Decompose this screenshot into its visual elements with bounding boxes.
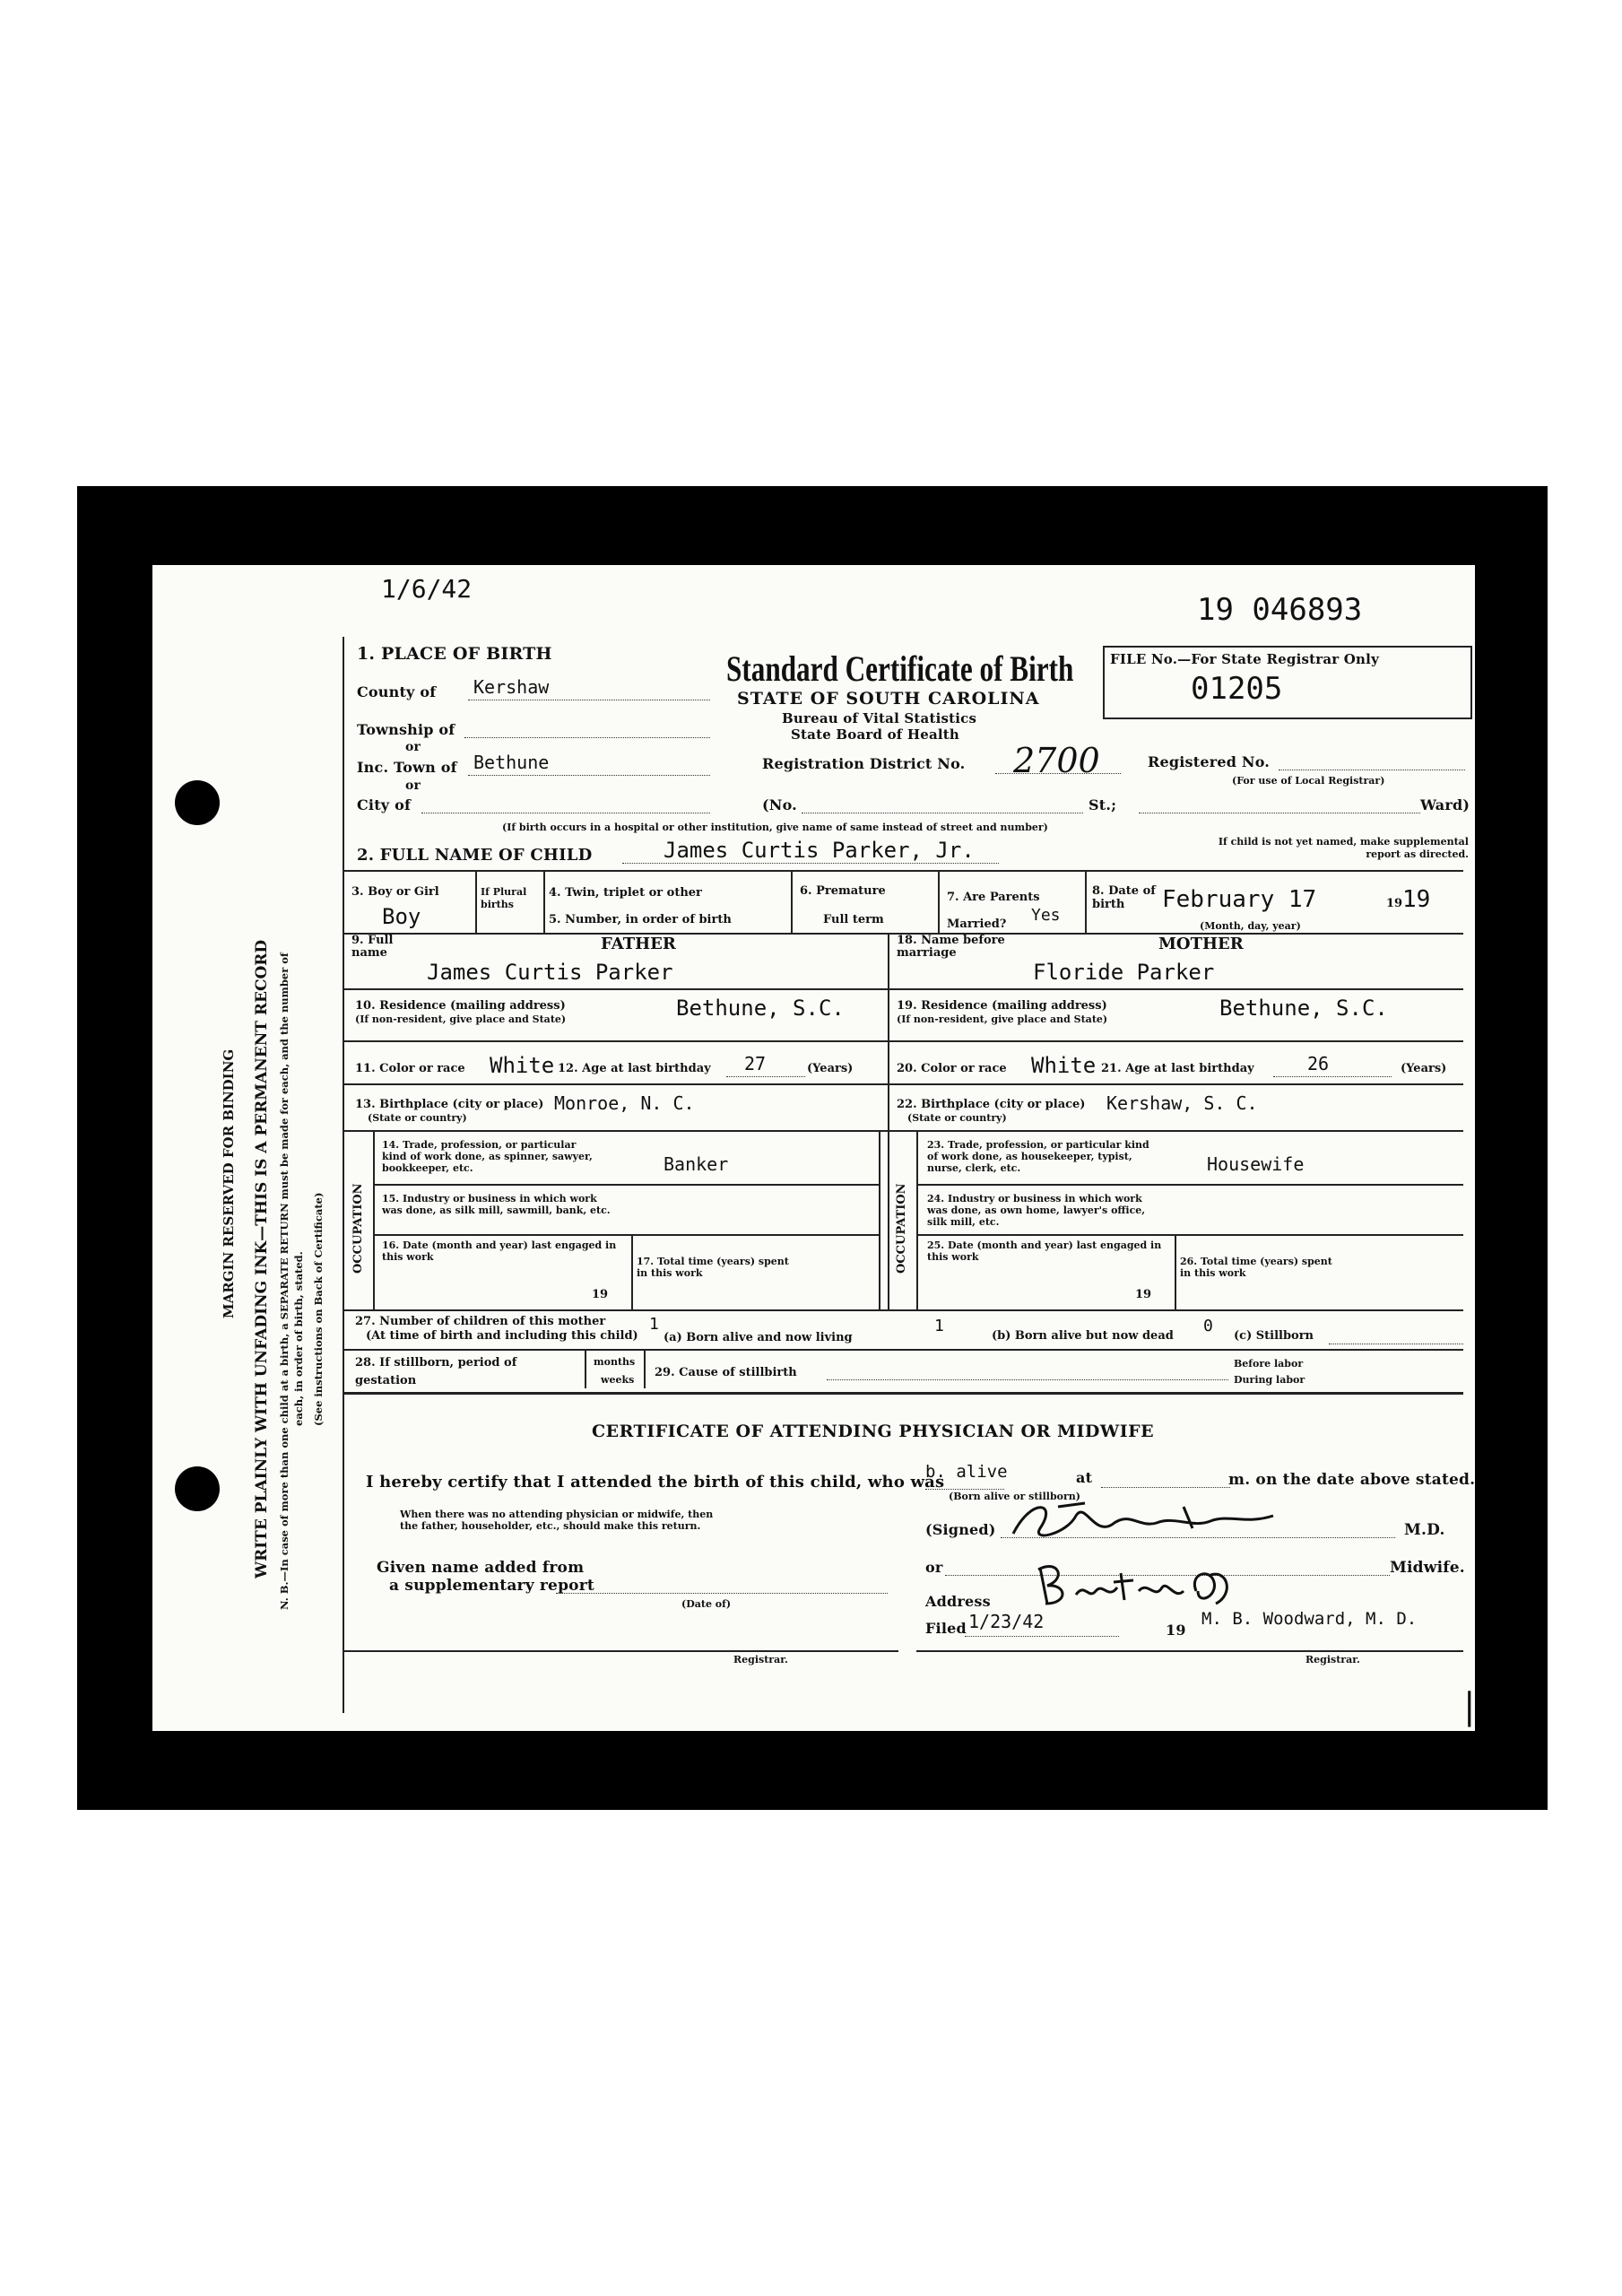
birth-time-line: [1101, 1487, 1230, 1488]
physician-no-attendant-note: When there was no attending physician or midwife, then the father, householder, etc., should make this return.: [400, 1509, 714, 1532]
father-age-line: [726, 1076, 805, 1077]
premature-label: 6. Premature: [800, 884, 886, 898]
father-occ-right: [879, 1130, 880, 1309]
mother-occ-divider: [916, 1130, 918, 1309]
margin-binding-text: MARGIN RESERVED FOR BINDING: [221, 1048, 237, 1318]
midwife-label: Midwife.: [1390, 1559, 1465, 1577]
certificate-number: 19 046893: [1197, 592, 1363, 628]
filed-line: [965, 1636, 1119, 1637]
mother-bp-note: (State or country): [907, 1112, 1007, 1124]
section-rule-1: [343, 870, 1463, 872]
row11-rule: [343, 1083, 1463, 1085]
physician-or-label: or: [925, 1559, 943, 1576]
mother-age-label: 21. Age at last birthday: [1101, 1062, 1254, 1075]
married-label: 7. Are Parents Married?: [947, 891, 1040, 931]
gestation-divider-2: [644, 1349, 646, 1388]
father-bp-value: Monroe, N. C.: [554, 1092, 695, 1114]
father-res-value: Bethune, S.C.: [676, 996, 845, 1021]
mother-res-note: (If non-resident, give place and State): [897, 1013, 1108, 1025]
registrar-rule-left: [343, 1650, 898, 1652]
stillbirth-during-labor: During labor: [1234, 1374, 1305, 1386]
plural-label: If Plural births: [481, 886, 527, 910]
mother-total-divider: [1175, 1234, 1176, 1309]
mother-name-value: Floride Parker: [1033, 960, 1215, 985]
mother-color-value: White: [1031, 1053, 1097, 1078]
county-label: County of: [357, 683, 437, 700]
place-of-birth-heading: 1. PLACE OF BIRTH: [357, 644, 552, 664]
father-age-label: 12. Age at last birthday: [558, 1062, 711, 1075]
row3-divider-4: [938, 870, 940, 933]
row9-rule: [343, 988, 1463, 990]
city-label: City of: [357, 796, 412, 813]
father-total-label: 17. Total time (years) spent in this work: [637, 1256, 789, 1279]
mother-trade-rule: [916, 1184, 1463, 1186]
township-line: [464, 737, 710, 738]
stillborn-gestation-label: 28. If stillborn, period of gestation: [355, 1356, 517, 1387]
sex-label: 3. Boy or Girl: [351, 885, 439, 899]
order-label: 5. Number, in order of birth: [549, 913, 732, 926]
mother-total-label: 26. Total time (years) spent in this work: [1180, 1256, 1332, 1279]
dob-note: (Month, day, year): [1200, 920, 1301, 932]
born-alive-line: [925, 1489, 1004, 1490]
physician-at-label: at: [1076, 1469, 1093, 1486]
reg-district-label: Registration District No.: [762, 755, 966, 772]
mother-res-value: Bethune, S.C.: [1219, 996, 1388, 1021]
mother-trade-label: 23. Trade, profession, or particular kind of work done, as housekeeper, typist, nurse, clerk, etc.: [927, 1139, 1149, 1174]
row13-rule: [343, 1130, 1463, 1132]
father-bp-label: 13. Birthplace (city or place): [355, 1098, 544, 1111]
physician-heading: CERTIFICATE OF ATTENDING PHYSICIAN OR MIDWIFE: [592, 1422, 1155, 1441]
filed-year-prefix: 19: [1166, 1622, 1186, 1639]
state-title: STATE OF SOUTH CAROLINA: [737, 689, 1040, 709]
child-name-value: James Curtis Parker, Jr.: [664, 838, 975, 863]
father-res-label: 10. Residence (mailing address): [355, 999, 566, 1013]
street-st-label: St.;: [1089, 796, 1117, 813]
father-age-value: 27: [744, 1053, 767, 1074]
county-value: Kershaw: [473, 676, 550, 698]
dob-year: 19: [1402, 886, 1431, 913]
father-date-label: 16. Date (month and year) last engaged in this work: [382, 1239, 617, 1263]
physician-certify: I hereby certify that I attended the birth of this child, who was: [366, 1473, 945, 1492]
mother-heading: MOTHER: [1158, 935, 1244, 953]
father-trade-value: Banker: [664, 1153, 729, 1175]
dob-year-prefix: 19: [1386, 897, 1403, 910]
father-color-label: 11. Color or race: [355, 1062, 465, 1075]
physician-date-stated: m. on the date above stated.: [1228, 1471, 1476, 1489]
town-value: Bethune: [473, 752, 550, 773]
row3-divider-5: [1085, 870, 1087, 933]
occupation-bottom-rule: [343, 1309, 1463, 1311]
birth-certificate: [152, 565, 1475, 1731]
mother-name-label: 18. Name before marriage: [897, 934, 1005, 960]
physician-born-note: (Born alive or stillborn): [949, 1491, 1080, 1502]
children-b-value: 0: [1203, 1317, 1213, 1335]
mother-res-label: 19. Residence (mailing address): [897, 999, 1107, 1013]
registrar-label-right: Registrar.: [1305, 1654, 1360, 1665]
child-name-label: 2. FULL NAME OF CHILD: [357, 846, 593, 865]
bureau-title: Bureau of Vital Statistics: [782, 710, 977, 726]
registered-label: Registered No.: [1148, 753, 1271, 770]
children-total: 1: [649, 1315, 659, 1334]
father-trade-label: 14. Trade, profession, or particular kind of work done, as spinner, sawyer, bookkeeper, etc.: [382, 1139, 593, 1174]
father-industry-label: 15. Industry or business in which work was done, as silk mill, sawmill, bank, etc.: [382, 1193, 611, 1216]
mother-industry-rule: [916, 1234, 1463, 1236]
mother-industry-label: 24. Industry or business in which work was done, as own home, lawyer's office, silk mill, etc.: [927, 1193, 1146, 1228]
stillborn-weeks: weeks: [601, 1374, 635, 1386]
mother-years: (Years): [1401, 1062, 1447, 1075]
father-heading: FATHER: [601, 935, 676, 953]
child-name-line: [622, 863, 999, 864]
reg-district-value: 2700: [1013, 741, 1100, 780]
mother-date-label: 25. Date (month and year) last engaged in this work: [927, 1239, 1162, 1263]
margin-instructions: (See instructions on Back of Certificate): [312, 1192, 325, 1426]
row3-divider-2: [543, 870, 545, 933]
file-number-value: 01205: [1191, 671, 1283, 707]
margin-nb-note-2: each, in order of birth, stated.: [292, 1251, 305, 1426]
binding-hole-bottom: [175, 1466, 220, 1511]
row28-rule: [343, 1392, 1463, 1395]
father-trade-rule: [373, 1184, 879, 1186]
father-years: (Years): [807, 1062, 854, 1075]
binding-hole-top: [175, 780, 220, 825]
address-label: Address: [925, 1593, 991, 1610]
father-year-prefix: 19: [592, 1288, 609, 1301]
children-b-label: (b) Born alive but now dead: [992, 1329, 1174, 1343]
gestation-divider-1: [585, 1349, 586, 1388]
town-label: Inc. Town of: [357, 759, 457, 776]
children-a-label: (a) Born alive and now living: [664, 1331, 853, 1344]
dob-label: 8. Date of birth: [1092, 884, 1156, 911]
father-res-note: (If non-resident, give place and State): [355, 1013, 567, 1025]
physician-signature: [1004, 1489, 1291, 1548]
certificate-title: Standard Certificate of Birth: [726, 648, 1074, 689]
filed-date: 1/23/42: [968, 1611, 1045, 1632]
mother-age-value: 26: [1307, 1053, 1330, 1074]
hospital-note: (If birth occurs in a hospital or other institution, give name of same instead of street and number): [502, 822, 1048, 833]
margin-permanent-record: WRITE PLAINLY WITH UNFADING INK—THIS IS A PERMANENT RECORD: [253, 939, 271, 1578]
row3-divider-1: [475, 870, 477, 933]
ward-label: Ward): [1420, 796, 1470, 813]
stillbirth-cause-label: 29. Cause of stillbirth: [655, 1366, 797, 1379]
stillborn-months: months: [594, 1356, 636, 1368]
registrar-name: M. B. Woodward, M. D.: [1201, 1609, 1418, 1629]
father-bp-note: (State or country): [368, 1112, 467, 1124]
edge-mark: |: [1463, 1686, 1476, 1727]
registrar-rule-right: [916, 1650, 1463, 1652]
filed-label: Filed: [925, 1620, 967, 1637]
fullterm-label: Full term: [823, 913, 884, 926]
left-rule: [343, 637, 344, 1713]
mother-color-label: 20. Color or race: [897, 1062, 1007, 1075]
or-label-1: or: [405, 740, 421, 754]
registrar-label-left: Registrar.: [733, 1654, 788, 1665]
mother-year-prefix: 19: [1135, 1288, 1152, 1301]
mother-occupation-vertical: OCCUPATION: [895, 1183, 908, 1274]
local-registrar-note: (For use of Local Registrar): [1232, 775, 1385, 787]
mother-age-line: [1273, 1076, 1392, 1077]
married-value: Yes: [1031, 906, 1061, 925]
supplementary-report-label: a supplementary report: [389, 1577, 594, 1595]
sex-value: Boy: [382, 904, 421, 929]
father-color-value: White: [490, 1053, 555, 1078]
father-occupation-vertical: OCCUPATION: [351, 1183, 365, 1274]
or-label-2: or: [405, 778, 421, 793]
children-a-value: 1: [934, 1317, 944, 1335]
child-name-note: If child is not yet named, make supplemental report as directed.: [1218, 836, 1469, 860]
children-c-label: (c) Stillborn: [1234, 1329, 1314, 1343]
address-handwriting: [1031, 1555, 1237, 1614]
stillbirth-cause-line: [827, 1379, 1228, 1380]
physician-born-alive: b. alive: [925, 1462, 1008, 1482]
twin-label: 4. Twin, triplet or other: [549, 886, 702, 900]
children-label: 27. Number of children of this mother: [355, 1315, 606, 1328]
father-occ-divider: [373, 1130, 375, 1309]
father-name-label: 9. Full name: [351, 934, 394, 960]
date-of-note: (Date of): [681, 1598, 732, 1610]
stillbirth-before-labor: Before labor: [1234, 1358, 1304, 1370]
given-name-label: Given name added from: [377, 1559, 585, 1577]
dob-value: February 17: [1162, 886, 1317, 913]
margin-nb-note: N. B.—In case of more than one child at a birth, a SEPARATE RETURN must be made for each, and the number of: [278, 952, 291, 1610]
file-number-label: FILE No.—For State Registrar Only: [1110, 651, 1379, 667]
row3-divider-3: [791, 870, 793, 933]
town-line: [468, 775, 710, 776]
mother-bp-label: 22. Birthplace (city or place): [897, 1098, 1086, 1111]
supplementary-date-line: [556, 1593, 888, 1594]
mother-trade-value: Housewife: [1207, 1153, 1305, 1175]
physician-md-label: M.D.: [1404, 1521, 1445, 1539]
row27-rule: [343, 1349, 1463, 1351]
mother-bp-value: Kershaw, S. C.: [1106, 1092, 1258, 1114]
father-name-value: James Curtis Parker: [427, 960, 673, 985]
street-no-label: (No.: [762, 796, 797, 813]
date-note: 1/6/42: [381, 574, 473, 604]
physician-signed-label: (Signed): [925, 1521, 996, 1538]
children-label-2: (At time of birth and including this child): [366, 1329, 638, 1343]
township-label: Township of: [357, 721, 455, 738]
row10-rule: [343, 1040, 1463, 1042]
board-title: State Board of Health: [791, 726, 960, 743]
father-industry-rule: [373, 1234, 879, 1236]
father-total-divider: [631, 1234, 633, 1309]
